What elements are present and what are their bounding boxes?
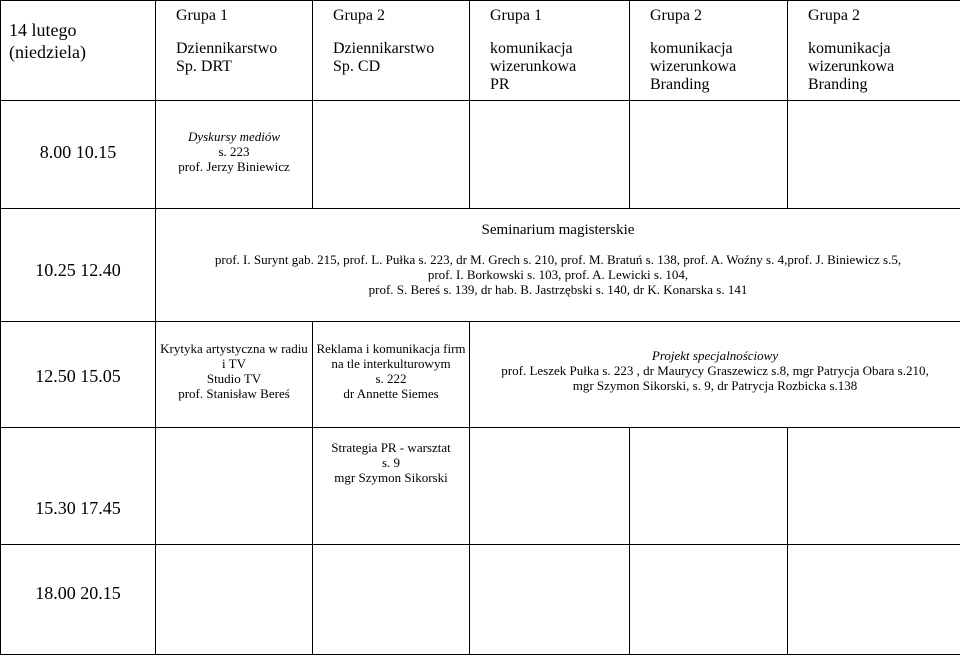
course-dyskursy	[156, 101, 313, 209]
empty-cell	[470, 101, 630, 209]
seminar-teachers-2: prof. I. Borkowski s. 103, prof. A. Lewicki s. 104,	[427, 267, 689, 282]
empty-cell	[788, 545, 960, 655]
group-header-5	[788, 1, 960, 101]
course-line-3: Studio TV	[206, 370, 262, 386]
time-row-2	[1, 209, 960, 322]
project-line-2: mgr Szymon Sikorski, s. 9, dr Patrycja Rozbicka s.138	[572, 378, 858, 393]
time-slot: 10.25 12.40	[1, 209, 156, 322]
group-name: Grupa 1	[176, 7, 228, 24]
group-header-2	[313, 1, 470, 101]
course-line-2: s. 9	[381, 455, 401, 470]
group-line-2: wizerunkowa	[650, 58, 737, 75]
group-name: Grupa 2	[808, 7, 860, 24]
course-line-3: mgr Szymon Sikorski	[334, 470, 448, 485]
course-room: s. 223	[218, 144, 250, 159]
course-line-4: dr Annette Siemes	[343, 385, 439, 401]
group-header-3	[470, 1, 630, 101]
group-line-3: Branding	[808, 76, 868, 93]
header-row	[1, 1, 960, 101]
group-line-1: Dziennikarstwo	[176, 40, 278, 57]
course-line-2: i TV	[222, 355, 246, 371]
day-subtitle: (niedziela)	[9, 42, 86, 62]
course-teacher: prof. Jerzy Biniewicz	[178, 159, 290, 174]
time-row-4	[1, 428, 960, 545]
group-name: Grupa 2	[650, 7, 702, 24]
day-cell	[1, 1, 156, 101]
project-title: Projekt specjalnościowy	[651, 348, 779, 363]
course-line-2: na tle interkulturowym	[331, 355, 451, 371]
seminar-cell	[156, 209, 960, 322]
group-name: Grupa 2	[333, 7, 385, 24]
empty-cell	[156, 545, 313, 655]
project-cell	[470, 322, 960, 428]
group-header-4	[630, 1, 788, 101]
group-line-2: Sp. CD	[333, 58, 381, 75]
empty-cell	[788, 101, 960, 209]
empty-cell	[630, 545, 788, 655]
group-line-3: Branding	[650, 76, 710, 93]
course-reklama	[313, 322, 470, 428]
course-line-1: Reklama i komunikacja firm	[316, 340, 466, 356]
seminar-title: Seminarium magisterskie	[481, 222, 635, 238]
time-slot: 15.30 17.45	[1, 428, 156, 545]
time-row-5	[1, 545, 960, 655]
group-line-1: Dziennikarstwo	[333, 40, 435, 57]
empty-cell	[470, 545, 630, 655]
empty-cell	[313, 545, 470, 655]
group-header-1	[156, 1, 313, 101]
empty-cell	[788, 428, 960, 545]
time-slot: 12.50 15.05	[1, 322, 156, 428]
empty-cell	[470, 428, 630, 545]
empty-cell	[156, 428, 313, 545]
empty-cell	[313, 101, 470, 209]
course-line-4: prof. Stanisław Bereś	[178, 385, 290, 401]
time-row-1	[1, 101, 960, 209]
seminar-teachers-3: prof. S. Bereś s. 139, dr hab. B. Jastrzębski s. 140, dr K. Konarska s. 141	[368, 282, 748, 297]
time-slot: 8.00 10.15	[1, 101, 156, 209]
day-title: 14 lutego	[9, 20, 77, 40]
course-title: Dyskursy mediów	[187, 129, 281, 144]
group-line-2: wizerunkowa	[490, 58, 577, 75]
group-line-1: komunikacja	[650, 40, 733, 57]
project-line-1: prof. Leszek Pułka s. 223 , dr Maurycy Graszewicz s.8, mgr Patrycja Obara s.210,	[501, 363, 929, 378]
group-line-3: PR	[490, 76, 510, 93]
course-line-1: Strategia PR - warsztat	[331, 440, 451, 455]
empty-cell	[630, 428, 788, 545]
group-line-2: Sp. DRT	[176, 58, 232, 75]
seminar-teachers-1: prof. I. Surynt gab. 215, prof. L. Pułka s. 223, dr M. Grech s. 210, prof. M. Bratuń s. 138, prof. A. Woźny s. 4,prof. J. Biniewicz s.5,	[214, 252, 902, 267]
time-row-3	[1, 322, 960, 428]
course-krytyka	[156, 322, 313, 428]
course-strategia	[313, 428, 470, 545]
time-slot: 18.00 20.15	[1, 545, 156, 655]
group-line-2: wizerunkowa	[808, 58, 895, 75]
group-line-1: komunikacja	[808, 40, 891, 57]
group-name: Grupa 1	[490, 7, 542, 24]
empty-cell	[630, 101, 788, 209]
course-line-3: s. 222	[375, 370, 407, 386]
course-line-1: Krytyka artystyczna w radiu	[160, 340, 308, 356]
group-line-1: komunikacja	[490, 40, 573, 57]
